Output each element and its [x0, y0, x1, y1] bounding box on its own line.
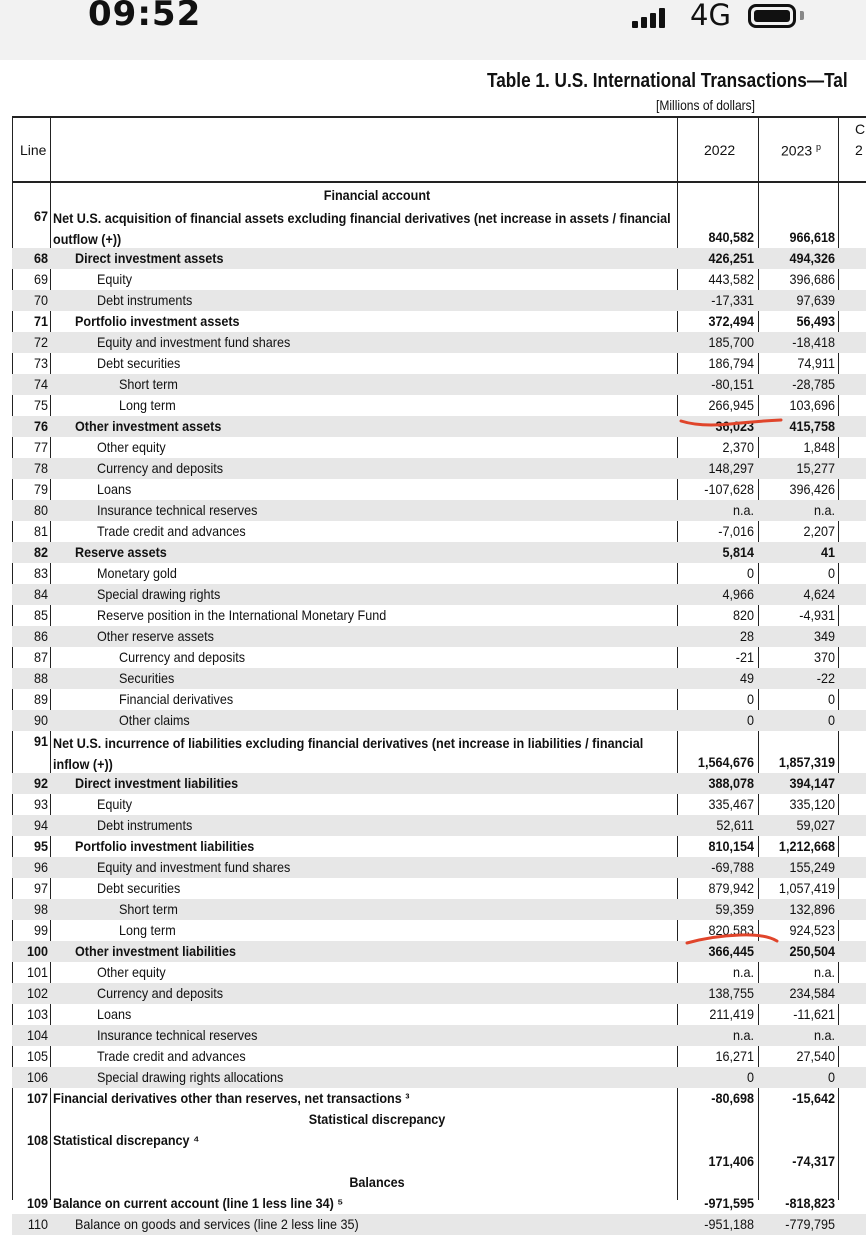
line-number: 70 [33, 292, 48, 308]
value-2022: -21 [735, 649, 754, 665]
row-description: Debt securities [97, 880, 181, 896]
table-row [12, 1046, 866, 1067]
table-row [12, 416, 866, 437]
value-2023: n.a. [813, 502, 835, 518]
section-title: Balances [349, 1174, 405, 1190]
line-number: 83 [33, 565, 48, 581]
value-2023: 250,504 [789, 943, 835, 959]
table-row [12, 479, 866, 500]
header-next-col-bottom: 2 [855, 142, 863, 158]
value-2022: 59,359 [715, 901, 754, 917]
clock: 09:52 [88, 0, 202, 34]
value-2022: -80,151 [711, 376, 754, 392]
line-number: 88 [33, 670, 48, 686]
value-2023: 59,027 [796, 817, 835, 833]
row-description: Reserve position in the International Monetary Fund [97, 607, 387, 623]
value-2023: 2,207 [803, 523, 835, 539]
table-row [12, 353, 866, 374]
value-2023: n.a. [813, 964, 835, 980]
row-description: Insurance technical reserves [97, 1027, 258, 1043]
value-2022: 211,419 [709, 1006, 754, 1022]
table-row [12, 710, 866, 731]
signal-strength-icon [632, 6, 666, 28]
value-2022: 0 [746, 712, 754, 728]
header-2022: 2022 [704, 142, 736, 158]
value-2023: -18,418 [792, 334, 835, 350]
value-2023: 103,696 [789, 397, 835, 413]
row-description: Equity [97, 271, 133, 287]
value-2023: 0 [827, 691, 835, 707]
value-2023: 155,249 [789, 859, 835, 875]
header-2023-mark: p [816, 142, 822, 152]
value-2022: 4,966 [722, 586, 754, 602]
line-number: 93 [33, 796, 48, 812]
line-number: 87 [33, 649, 48, 665]
status-bar [0, 0, 866, 60]
table-row [12, 290, 866, 311]
value-2023: 74,911 [797, 355, 835, 371]
line-number: 95 [33, 838, 48, 854]
line-number: 110 [27, 1216, 48, 1232]
row-description: Financial derivatives other than reserves, net transactions ³ [53, 1090, 410, 1106]
row-description: Trade credit and advances [97, 523, 246, 539]
line-number: 109 [26, 1195, 48, 1211]
value-2023: 132,896 [789, 901, 835, 917]
table-row [12, 311, 866, 332]
table-row [12, 731, 866, 773]
line-number: 78 [33, 460, 48, 476]
header-2023-year: 2023 [781, 142, 813, 159]
row-description: Other equity [97, 964, 166, 980]
table-row [12, 626, 866, 647]
table-row [12, 437, 866, 458]
row-description: Special drawing rights [97, 586, 221, 602]
value-2022: 148,297 [708, 460, 754, 476]
network-type: 4G [690, 0, 731, 32]
row-description: Debt securities [97, 355, 181, 371]
battery-icon [748, 4, 796, 28]
value-2023: 396,426 [789, 481, 835, 497]
line-number: 68 [33, 250, 48, 266]
line-number: 74 [33, 376, 48, 392]
line-number: 96 [33, 859, 48, 875]
row-description: Loans [97, 1006, 132, 1022]
line-number: 81 [33, 523, 48, 539]
row-description: Securities [119, 670, 175, 686]
line-number: 90 [33, 712, 48, 728]
value-2022: -7,016 [718, 523, 754, 539]
row-description: Long term [119, 397, 176, 413]
value-2023: 349 [813, 628, 835, 644]
row-description: Monetary gold [97, 565, 177, 581]
row-description: Currency and deposits [97, 985, 224, 1001]
value-2023: 1,857,319 [778, 754, 835, 770]
table-row [12, 689, 866, 710]
value-2023: 0 [827, 1069, 835, 1085]
row-description: Statistical discrepancy ⁴ [53, 1132, 200, 1148]
value-2022: 810,154 [708, 838, 754, 854]
section-title: Statistical discrepancy [308, 1111, 446, 1127]
row-description: Reserve assets [75, 544, 167, 560]
value-2022: 840,582 [708, 229, 754, 245]
value-2023: 97,639 [796, 292, 835, 308]
value-2022: -69,788 [711, 859, 754, 875]
table-row [12, 206, 866, 248]
value-2022: 335,467 [708, 796, 754, 812]
value-2022: 366,445 [708, 943, 754, 959]
line-number: 102 [26, 985, 48, 1001]
line-number: 80 [33, 502, 48, 518]
value-2022: 5,814 [722, 544, 754, 560]
table-row [12, 878, 866, 899]
table-row [12, 941, 866, 962]
table-row [12, 836, 866, 857]
value-2022: 16,271 [715, 1048, 754, 1064]
value-2022: 443,582 [708, 271, 754, 287]
table-row [12, 500, 866, 521]
value-2023: 27,540 [796, 1048, 835, 1064]
table-header-bottom-rule [12, 181, 866, 183]
value-2023: 396,686 [789, 271, 835, 287]
value-2023: 4,624 [803, 586, 835, 602]
value-2023: 394,147 [789, 775, 835, 791]
line-number: 105 [26, 1048, 48, 1064]
row-description: Equity and investment fund shares [97, 859, 291, 875]
table-row [12, 1193, 866, 1214]
row-description: Loans [97, 481, 132, 497]
value-2022: 138,755 [708, 985, 754, 1001]
table-row [12, 1130, 866, 1172]
table-row [12, 269, 866, 290]
value-2023: 1,057,419 [778, 880, 835, 896]
value-2023: n.a. [813, 1027, 835, 1043]
row-description: Equity [97, 796, 133, 812]
value-2022: 186,794 [708, 355, 754, 371]
table-row [12, 668, 866, 689]
value-2022: n.a. [732, 1027, 754, 1043]
value-2023: 966,618 [789, 229, 835, 245]
table-row [12, 1088, 866, 1109]
value-2022: 372,494 [708, 313, 754, 329]
value-2022: 185,700 [708, 334, 754, 350]
value-2022: 820 [732, 607, 754, 623]
section-header [12, 185, 866, 206]
value-2023: -15,642 [792, 1090, 835, 1106]
value-2022: n.a. [732, 964, 754, 980]
value-2023: 415,758 [789, 418, 835, 434]
value-2022: -951,188 [704, 1216, 754, 1232]
value-2023: 41 [820, 544, 835, 560]
line-number: 92 [33, 775, 48, 791]
row-description: Currency and deposits [97, 460, 224, 476]
value-2023: -779,795 [785, 1216, 835, 1232]
table-row [12, 815, 866, 836]
table-row [12, 794, 866, 815]
row-description: Currency and deposits [119, 649, 246, 665]
battery-tip [800, 11, 804, 20]
value-2023: -818,823 [785, 1195, 835, 1211]
value-2023: -22 [816, 670, 835, 686]
table-row [12, 1004, 866, 1025]
line-number: 69 [33, 271, 48, 287]
value-2022: 2,370 [722, 439, 754, 455]
value-2023: 924,523 [789, 922, 835, 938]
row-description: Balance on current account (line 1 less line 34) ⁵ [53, 1195, 344, 1211]
value-2023: -74,317 [792, 1153, 835, 1169]
table-row [12, 1025, 866, 1046]
value-2022: -107,628 [704, 481, 754, 497]
row-description: Net U.S. incurrence of liabilities excluding financial derivatives (net increase in liabilities / financial inflow (+)) [53, 735, 644, 772]
value-2022: 426,251 [708, 250, 754, 266]
row-description: Other reserve assets [97, 628, 214, 644]
table-row [12, 395, 866, 416]
table-row [12, 374, 866, 395]
line-number: 71 [33, 313, 48, 329]
value-2023: 370 [813, 649, 835, 665]
row-description: Other investment assets [75, 418, 222, 434]
row-description: Trade credit and advances [97, 1048, 246, 1064]
value-2022: 0 [746, 565, 754, 581]
line-number: 72 [33, 334, 48, 350]
line-number: 108 [26, 1132, 48, 1148]
table-row [12, 542, 866, 563]
document-title: Table 1. U.S. International Transactions—Tal [487, 70, 848, 92]
value-2023: -4,931 [799, 607, 835, 623]
table-row [12, 983, 866, 1004]
header-next-col-top: C [855, 121, 866, 137]
table-row [12, 521, 866, 542]
table-row [12, 605, 866, 626]
line-number: 67 [33, 208, 48, 224]
line-number: 82 [33, 544, 48, 560]
value-2022: -971,595 [704, 1195, 754, 1211]
value-2022: 28 [739, 628, 754, 644]
header-line: Line [20, 142, 47, 158]
table-row [12, 332, 866, 353]
row-description: Direct investment assets [75, 250, 224, 266]
line-number: 85 [33, 607, 48, 623]
row-description: Insurance technical reserves [97, 502, 258, 518]
row-description: Other claims [119, 712, 190, 728]
section-header [12, 1172, 866, 1193]
line-number: 99 [33, 922, 48, 938]
value-2023: 0 [827, 712, 835, 728]
table-row [12, 899, 866, 920]
row-description: Direct investment liabilities [75, 775, 239, 791]
value-2022: 1,564,676 [697, 754, 754, 770]
value-2022: n.a. [732, 502, 754, 518]
row-description: Long term [119, 922, 176, 938]
table-header-top-rule [12, 116, 866, 118]
line-number: 103 [26, 1006, 48, 1022]
table-row [12, 458, 866, 479]
row-description: Balance on goods and services (line 2 less line 35) [75, 1216, 359, 1232]
line-number: 73 [33, 355, 48, 371]
row-description: Portfolio investment assets [75, 313, 240, 329]
line-number: 98 [33, 901, 48, 917]
value-2022: 0 [746, 691, 754, 707]
value-2022: 820,583 [708, 922, 754, 938]
line-number: 101 [26, 964, 48, 980]
value-2023: -28,785 [792, 376, 835, 392]
line-number: 104 [26, 1027, 48, 1043]
line-number: 75 [33, 397, 48, 413]
table-row [12, 773, 866, 794]
line-number: 77 [33, 439, 48, 455]
value-2022: 36,023 [715, 418, 754, 434]
row-description: Net U.S. acquisition of financial assets excluding financial derivatives (net increase in assets / financial outflow (+)) [53, 210, 671, 247]
table-row [12, 563, 866, 584]
table-row [12, 647, 866, 668]
section-header [12, 1109, 866, 1130]
row-description: Equity and investment fund shares [97, 334, 291, 350]
line-number: 86 [33, 628, 48, 644]
line-number: 76 [33, 418, 48, 434]
value-2023: 15,277 [796, 460, 835, 476]
value-2023: 494,326 [789, 250, 835, 266]
line-number: 106 [26, 1069, 48, 1085]
value-2023: 1,848 [803, 439, 835, 455]
table-row [12, 857, 866, 878]
table-row [12, 1214, 866, 1235]
value-2023: 1,212,668 [778, 838, 835, 854]
line-number: 94 [33, 817, 48, 833]
row-description: Other equity [97, 439, 166, 455]
line-number: 100 [26, 943, 48, 959]
value-2023: -11,621 [793, 1006, 835, 1022]
row-description: Debt instruments [97, 817, 193, 833]
value-2023: 335,120 [789, 796, 835, 812]
value-2022: -17,331 [711, 292, 754, 308]
value-2022: 49 [739, 670, 754, 686]
line-number: 84 [33, 586, 48, 602]
line-number: 97 [33, 880, 48, 896]
row-description: Other investment liabilities [75, 943, 237, 959]
value-2023: 0 [827, 565, 835, 581]
header-2023 [781, 142, 821, 159]
line-number: 91 [33, 733, 48, 749]
value-2022: 52,611 [716, 817, 754, 833]
value-2023: 234,584 [789, 985, 835, 1001]
table-row [12, 1067, 866, 1088]
section-title: Financial account [323, 187, 431, 203]
line-number: 79 [33, 481, 48, 497]
table-row [12, 248, 866, 269]
value-2022: 171,406 [708, 1153, 754, 1169]
value-2022: 388,078 [708, 775, 754, 791]
table-row [12, 920, 866, 941]
value-2022: 266,945 [708, 397, 754, 413]
line-number: 107 [26, 1090, 48, 1106]
value-2022: 0 [746, 1069, 754, 1085]
row-description: Short term [119, 901, 178, 917]
table-row [12, 962, 866, 983]
row-description: Portfolio investment liabilities [75, 838, 255, 854]
row-description: Debt instruments [97, 292, 193, 308]
line-number: 89 [33, 691, 48, 707]
value-2022: 879,942 [708, 880, 754, 896]
table-row [12, 584, 866, 605]
row-description: Special drawing rights allocations [97, 1069, 284, 1085]
row-description: Short term [119, 376, 178, 392]
value-2023: 56,493 [796, 313, 835, 329]
units-note: [Millions of dollars] [656, 97, 756, 113]
value-2022: -80,698 [711, 1090, 754, 1106]
row-description: Financial derivatives [119, 691, 234, 707]
